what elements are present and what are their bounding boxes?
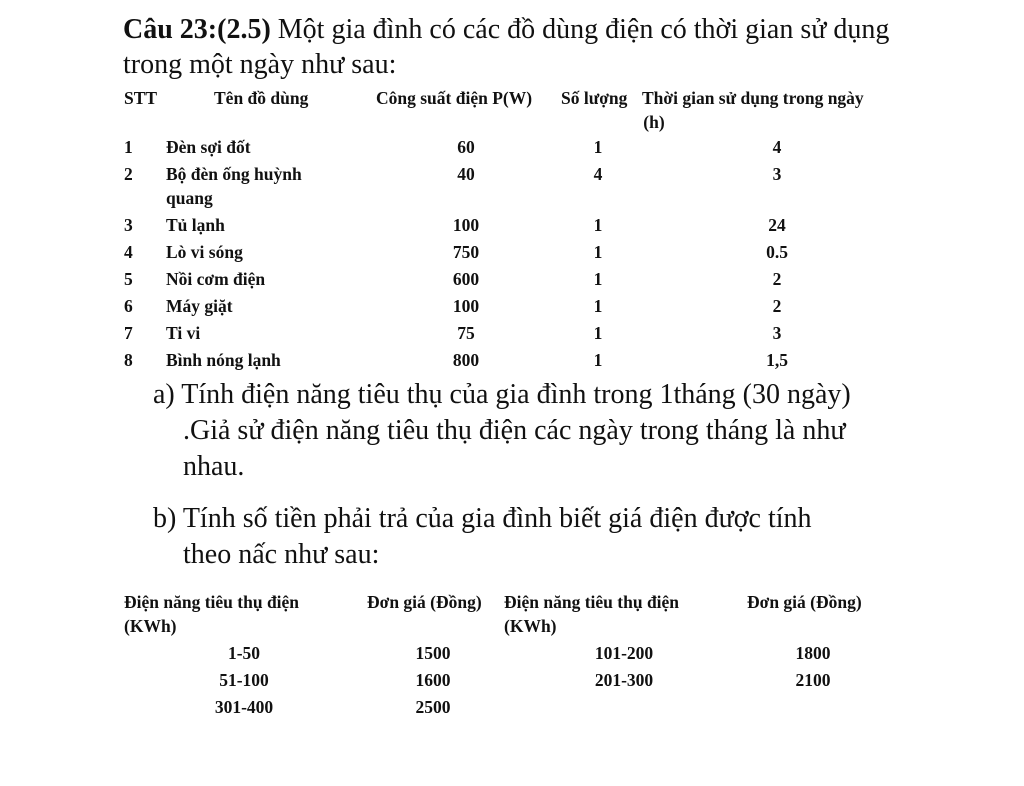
part-a-line2: .Giả sử điện năng tiêu thụ điện các ngày trong tháng là như: [183, 415, 846, 446]
row-quantity: 4: [593, 164, 603, 184]
part-b-line2: theo nấc như sau:: [183, 539, 380, 570]
row-name: Bộ đèn ống huỳnh: [166, 164, 302, 184]
price-left: 2500: [415, 697, 451, 717]
row-name: Tủ lạnh: [166, 215, 225, 235]
row-name: Máy giặt: [166, 296, 233, 316]
row-power: 100: [452, 296, 480, 316]
row-name-continued: quang: [166, 188, 213, 208]
header-kwh-right: Điện năng tiêu thụ điện: [504, 592, 680, 612]
row-name: Đèn sợi đốt: [166, 137, 251, 157]
header-kwh-right-unit: (KWh): [504, 616, 557, 636]
row-power: 100: [452, 215, 480, 235]
row-stt: 2: [124, 164, 133, 184]
row-power: 750: [452, 242, 480, 262]
row-quantity: 1: [593, 242, 603, 262]
row-time: 4: [772, 137, 782, 157]
row-stt: 5: [124, 269, 133, 289]
header-price-right: Đơn giá (Đồng): [747, 592, 862, 612]
row-time: 3: [772, 323, 782, 343]
row-stt: 8: [124, 350, 133, 370]
header-kwh-left-unit: (KWh): [124, 616, 177, 636]
price-right: 2100: [795, 670, 831, 690]
header-power: Công suất điện P(W): [376, 88, 533, 108]
header-name: Tên đồ dùng: [214, 88, 309, 108]
row-time: 2: [772, 296, 782, 316]
header-price-left: Đơn giá (Đồng): [367, 592, 482, 612]
row-name: Ti vi: [166, 323, 201, 343]
question-heading: [123, 12, 923, 82]
row-time: 24: [768, 215, 786, 235]
header-time: Thời gian sử dụng trong ngày: [642, 88, 864, 108]
header-kwh-left: Điện năng tiêu thụ điện: [124, 592, 300, 612]
row-time: 0.5: [766, 242, 788, 262]
row-quantity: 1: [593, 137, 603, 157]
row-quantity: 1: [593, 296, 603, 316]
row-stt: 7: [124, 323, 133, 343]
row-power: 600: [452, 269, 480, 289]
row-stt: 1: [124, 137, 133, 157]
question-intro: Một gia đình có các đồ dùng điện có thời gian sử dụng trong một ngày như sau:: [123, 14, 890, 80]
row-power: 60: [457, 137, 475, 157]
header-time-unit: (h): [643, 112, 665, 132]
range-left: 51-100: [219, 670, 269, 690]
price-left: 1500: [415, 643, 451, 663]
range-right: 101-200: [594, 643, 654, 663]
row-quantity: 1: [593, 323, 603, 343]
row-name: Lò vi sóng: [166, 242, 243, 262]
row-power: 40: [457, 164, 475, 184]
row-name: Bình nóng lạnh: [166, 350, 281, 370]
price-left: 1600: [415, 670, 451, 690]
range-left: 1-50: [227, 643, 261, 663]
question-label: Câu 23:(2.5): [123, 14, 271, 45]
header-stt: STT: [124, 88, 158, 108]
row-name: Nồi cơm điện: [166, 269, 266, 289]
row-time: 2: [772, 269, 782, 289]
part-b: [153, 501, 812, 573]
row-stt: 4: [124, 242, 133, 262]
part-a-line1: a) Tính điện năng tiêu thụ của gia đình trong 1tháng (30 ngày): [153, 379, 851, 410]
part-a: [153, 377, 851, 485]
row-quantity: 1: [593, 350, 603, 370]
part-b-line1: b) Tính số tiền phải trả của gia đình biết giá điện được tính: [153, 503, 812, 534]
header-quantity: Số lượng: [561, 88, 628, 108]
row-power: 75: [457, 323, 475, 343]
price-right: 1800: [795, 643, 831, 663]
row-power: 800: [452, 350, 480, 370]
range-right: 201-300: [594, 670, 654, 690]
row-stt: 6: [124, 296, 133, 316]
row-time: 3: [772, 164, 782, 184]
row-quantity: 1: [593, 215, 603, 235]
row-stt: 3: [124, 215, 133, 235]
part-a-line3: nhau.: [183, 451, 245, 482]
row-quantity: 1: [593, 269, 603, 289]
row-time: 1,5: [766, 350, 788, 370]
range-left: 301-400: [214, 697, 274, 717]
